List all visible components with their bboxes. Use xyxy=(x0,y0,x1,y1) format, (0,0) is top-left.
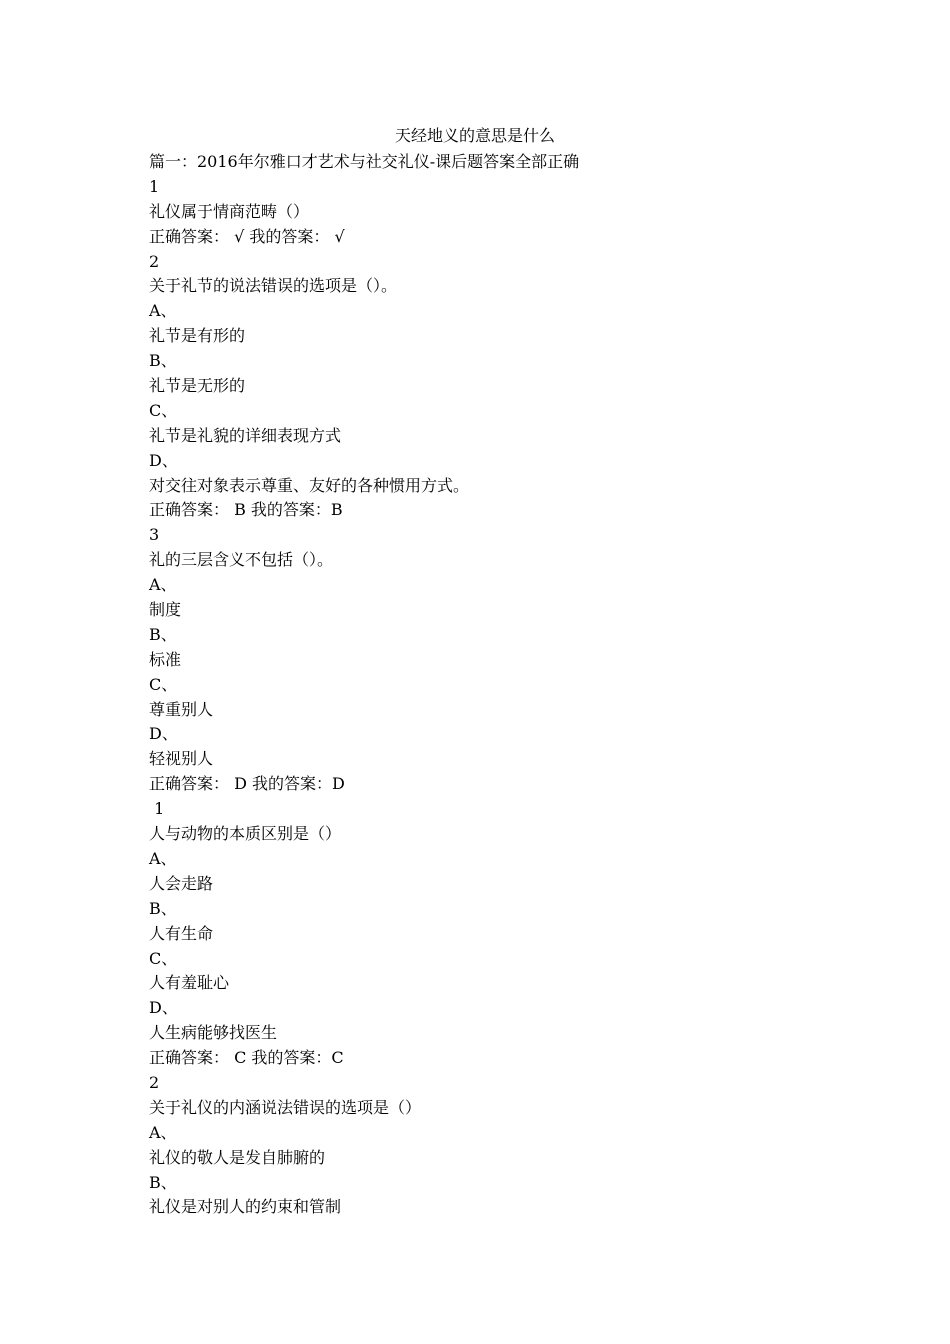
text-line: 礼节是无形的 xyxy=(149,376,246,396)
text-line: 制度 xyxy=(149,600,182,620)
text-line: D、 xyxy=(149,450,178,470)
text-line: 2 xyxy=(149,251,160,271)
text-line: 关于礼仪的内涵说法错误的选项是（） xyxy=(149,1097,422,1117)
text-line: C、 xyxy=(149,400,178,420)
text-line: 1 xyxy=(149,176,160,196)
text-line: 人有生命 xyxy=(149,923,214,943)
text-line: 人生病能够找医生 xyxy=(149,1023,278,1043)
text-line: 礼节是礼貌的详细表现方式 xyxy=(149,425,342,445)
document-title: 天经地义的意思是什么 xyxy=(394,126,555,145)
text-line: 人会走路 xyxy=(149,873,214,893)
text-line: D、 xyxy=(149,724,178,744)
text-line: D、 xyxy=(149,998,178,1018)
text-line: 正确答案： B 我的答案：B xyxy=(149,500,343,520)
text-line: B、 xyxy=(149,1172,177,1192)
text-line: 标准 xyxy=(149,649,182,669)
text-line: B、 xyxy=(149,624,177,644)
text-line: A、 xyxy=(149,1122,177,1142)
text-line: 轻视别人 xyxy=(149,749,214,769)
text-line: 人有羞耻心 xyxy=(149,973,230,993)
text-line: C、 xyxy=(149,674,178,694)
text-line: 礼节是有形的 xyxy=(149,326,246,346)
text-line: 正确答案： C 我的答案：C xyxy=(149,1048,344,1068)
text-line: 1 xyxy=(149,799,165,819)
document-body xyxy=(149,150,849,1220)
text-line: 礼仪是对别人的约束和管制 xyxy=(149,1197,342,1217)
text-line: 尊重别人 xyxy=(149,699,214,719)
text-line: 正确答案： √ 我的答案： √ xyxy=(149,226,345,246)
text-line: 篇一：2016年尔雅口才艺术与社交礼仪-课后题答案全部正确 xyxy=(149,152,580,171)
text-line: 礼仪的敬人是发自肺腑的 xyxy=(149,1147,326,1167)
text-line: B、 xyxy=(149,898,177,918)
text-line: 3 xyxy=(149,525,160,545)
text-line: 正确答案： D 我的答案：D xyxy=(149,774,345,794)
text-line: 礼的三层含义不包括（）。 xyxy=(149,550,334,570)
text-line: 2 xyxy=(149,1072,160,1092)
text-line: 人与动物的本质区别是（） xyxy=(149,824,342,844)
text-line: 礼仪属于情商范畴（） xyxy=(149,201,310,221)
text-line: A、 xyxy=(149,848,177,868)
text-line: 关于礼节的说法错误的选项是（）。 xyxy=(149,276,398,296)
text-line: C、 xyxy=(149,948,178,968)
text-line: A、 xyxy=(149,575,177,595)
text-line: A、 xyxy=(149,301,177,321)
text-line: 对交往对象表示尊重、友好的各种惯用方式。 xyxy=(149,475,470,495)
text-line: B、 xyxy=(149,351,177,371)
